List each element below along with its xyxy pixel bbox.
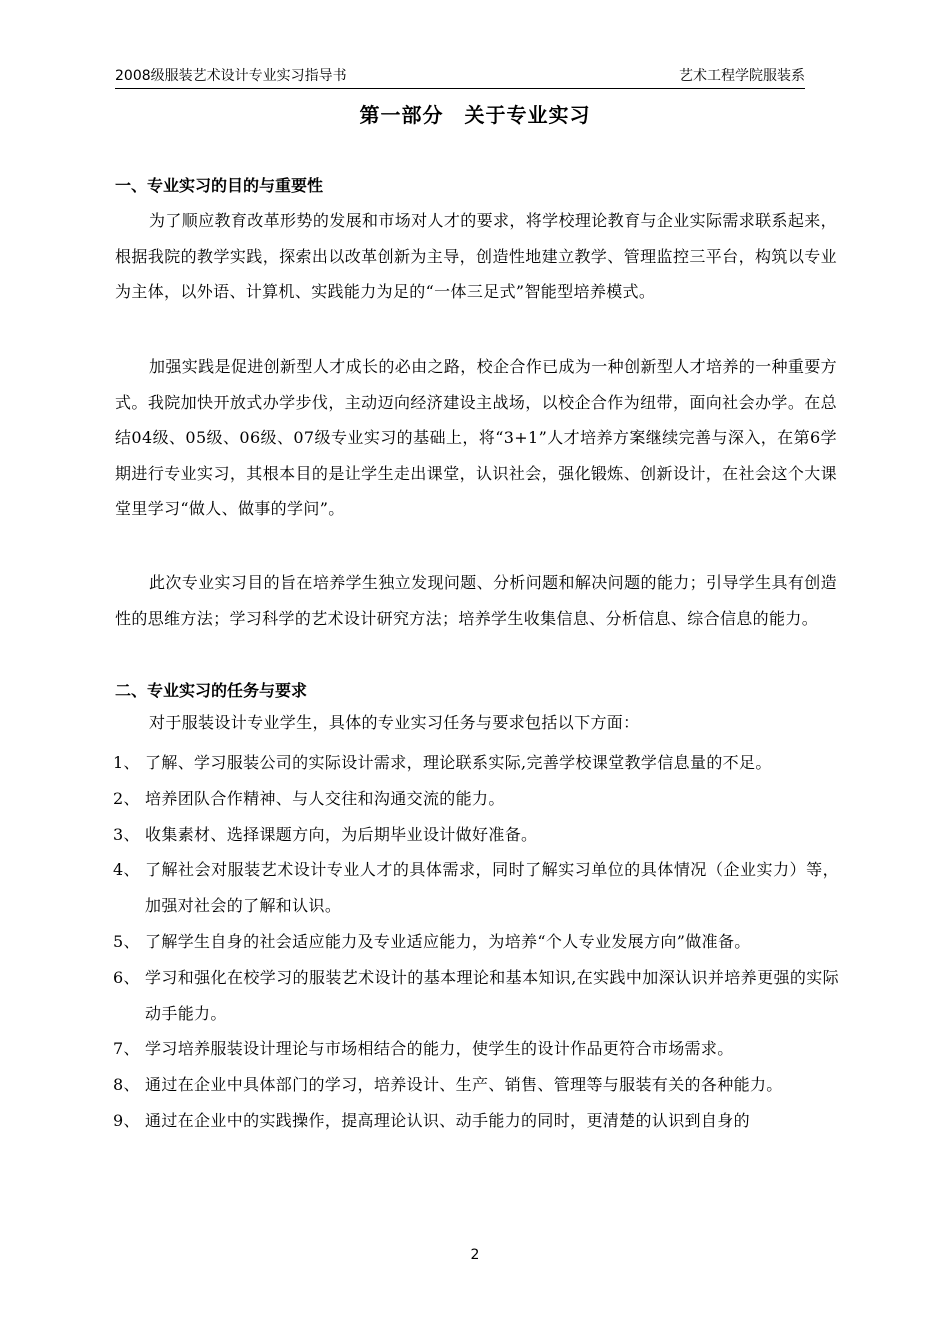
list-item-number: 6、	[113, 967, 140, 987]
list-item	[113, 781, 839, 817]
list-item	[113, 817, 839, 853]
list-item-text: 培养团队合作精神、与人交往和沟通交流的能力。	[145, 788, 505, 808]
page-title: 第一部分 关于专业实习	[359, 103, 591, 127]
list-item-number: 8、	[113, 1075, 140, 1095]
paragraph: 为了顺应教育改革形势的发展和市场对人才的要求，将学校理论教育与企业实际需求联系起来，根据我院的教学实践，探索出以改革创新为主导，创造性地建立教学、管理监控三平台，构筑以专业为主体，以外语、计算机、实践能力为足的“一体三足式”智能型培养模式。	[115, 211, 837, 301]
paragraph: 加强实践是促进创新型人才成长的必由之路，校企合作已成为一种创新型人才培养的一种重要方式。我院加快开放式办学步伐，主动迈向经济建设主战场，以校企合作为纽带，面向社会办学。在总结04级、05级、06级、07级专业实习的基础上，将“3+1”人才培养方案继续完善与深入，在第6学期进行专业实习，其根本目的是让学生走出课堂，认识社会，强化锻炼、创新设计，在社会这个大课堂里学习“做人、做事的学问”。	[115, 357, 837, 518]
list-item-number: 2、	[113, 788, 140, 808]
list-item	[113, 852, 839, 924]
list-item-text: 了解社会对服装艺术设计专业人才的具体需求，同时了解实习单位的具体情况（企业实力）等，加强对社会的了解和认识。	[145, 860, 839, 916]
list-item-number: 1、	[113, 753, 140, 772]
header-right-department: 艺术工程学院服装系	[679, 68, 805, 84]
list-item-text: 了解学生自身的社会适应能力及专业适应能力，为培养“个人专业发展方向”做准备。	[145, 931, 751, 951]
list-item-text: 了解、学习服装公司的实际设计需求，理论联系实际,完善学校课堂教学信息量的不足。	[145, 753, 772, 772]
list-item	[113, 960, 839, 1032]
list-item-text: 通过在企业中的实践操作，提高理论认识、动手能力的同时，更清楚的认识到自身的	[145, 1110, 750, 1130]
list-item-text: 学习培养服装设计理论与市场相结合的能力，使学生的设计作品更符合市场需求。	[145, 1039, 734, 1059]
list-item-text: 通过在企业中具体部门的学习，培养设计、生产、销售、管理等与服装有关的各种能力。	[145, 1075, 783, 1095]
list-item	[113, 924, 839, 960]
list-item-number: 9、	[113, 1110, 140, 1130]
section-heading-purpose: 一、专业实习的目的与重要性	[115, 176, 324, 195]
list-item	[113, 1031, 839, 1067]
list-item	[113, 1103, 839, 1139]
list-item	[113, 745, 839, 781]
list-item	[113, 1067, 839, 1103]
list-item-number: 7、	[113, 1039, 140, 1059]
section-intro: 对于服装设计专业学生，具体的专业实习任务与要求包括以下方面：	[149, 713, 640, 732]
running-header	[115, 66, 805, 89]
section-heading-tasks: 二、专业实习的任务与要求	[115, 681, 308, 700]
page-number: 2	[470, 1247, 480, 1263]
list-item-number: 3、	[113, 824, 140, 844]
list-item-number: 5、	[113, 931, 140, 951]
list-item-text: 收集素材、选择课题方向，为后期毕业设计做好准备。	[145, 824, 538, 844]
task-list	[113, 745, 839, 1139]
header-left-title: 2008级服装艺术设计专业实习指导书	[115, 68, 347, 84]
list-item-text: 学习和强化在校学习的服装艺术设计的基本理论和基本知识,在实践中加深认识并培养更强的实际动手能力。	[145, 967, 839, 1023]
paragraph: 此次专业实习目的旨在培养学生独立发现问题、分析问题和解决问题的能力；引导学生具有创造性的思维方法；学习科学的艺术设计研究方法；培养学生收集信息、分析信息、综合信息的能力。	[115, 573, 837, 628]
list-item-number: 4、	[113, 860, 140, 880]
